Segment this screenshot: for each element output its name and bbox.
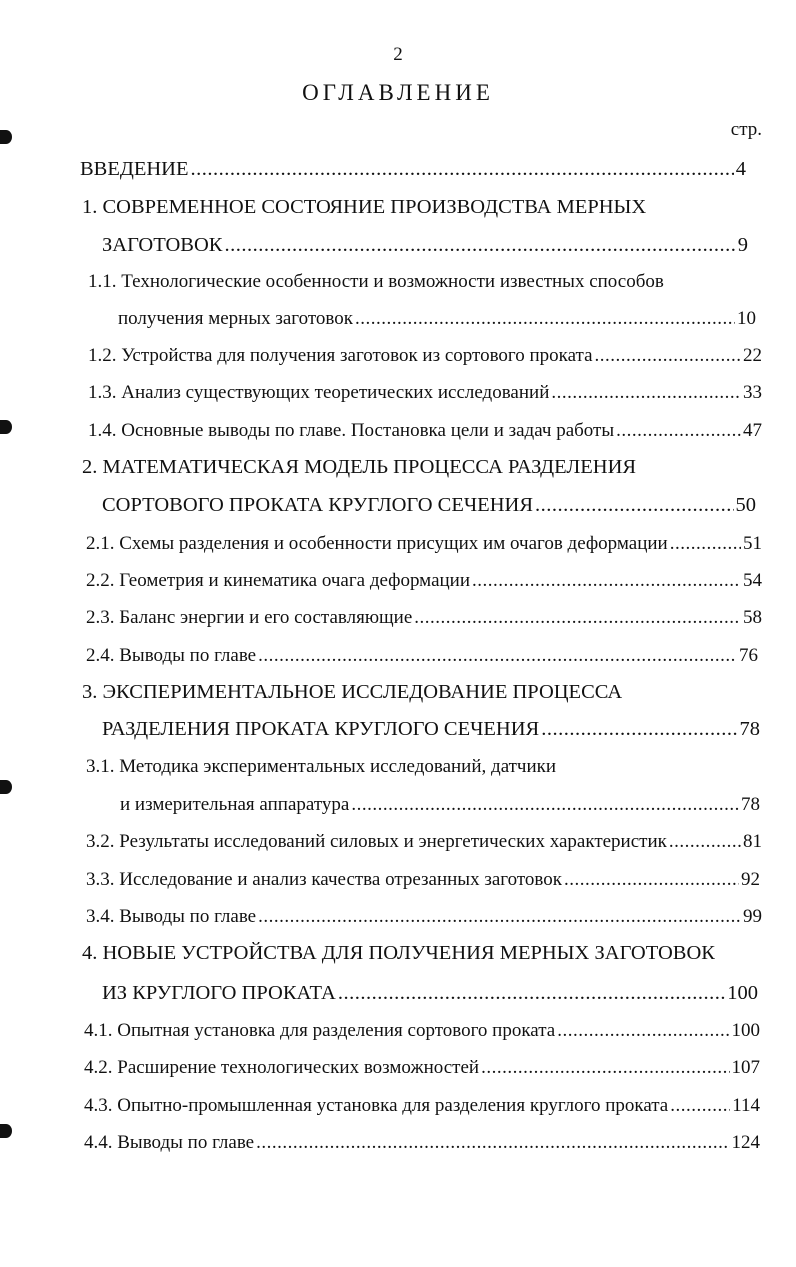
- toc-label: 2.2. Геометрия и кинематика очага деформации: [86, 570, 471, 591]
- dot-leader: [551, 382, 741, 404]
- toc-page: 100: [727, 982, 758, 1004]
- toc-entry-2-4[interactable]: [86, 645, 758, 667]
- scan-mark: [0, 780, 12, 794]
- toc-label: 1.3. Анализ существующих теоретических исследований: [88, 382, 550, 403]
- dot-leader: [414, 607, 741, 629]
- toc-entry-1-4[interactable]: [88, 420, 762, 442]
- dot-leader: [355, 308, 735, 330]
- scan-mark: [0, 1124, 12, 1138]
- toc-entry-ch3[interactable]: [102, 718, 760, 741]
- toc-page: 9: [737, 234, 748, 256]
- toc-page: 58: [743, 607, 762, 628]
- toc-label: 2.3. Баланс энергии и его составляющие: [86, 607, 413, 628]
- dot-leader: [557, 1020, 729, 1042]
- toc-page: 78: [739, 718, 760, 740]
- dot-leader: [481, 1057, 729, 1079]
- toc-entry-3-3[interactable]: [86, 869, 760, 891]
- toc-page: 54: [743, 570, 762, 591]
- toc-section-3-1-line1[interactable]: 3.1. Методика экспериментальных исследований, датчики: [86, 756, 557, 777]
- toc-entry-2-3[interactable]: [86, 607, 762, 629]
- toc-label: 3.2. Результаты исследований силовых и энергетических характеристик: [86, 831, 667, 852]
- dot-leader: [616, 420, 741, 442]
- toc-entry-4-3[interactable]: [84, 1095, 760, 1117]
- dot-leader: [535, 494, 734, 517]
- toc-page: 78: [741, 794, 760, 815]
- toc-entry-2-2[interactable]: [86, 570, 762, 592]
- toc-label: и измерительная аппаратура: [120, 794, 350, 815]
- toc-label: 3.4. Выводы по главе: [86, 906, 257, 927]
- toc-page: 107: [731, 1057, 760, 1078]
- toc-entry-1-3[interactable]: [88, 382, 762, 404]
- toc-section-1-1-line1[interactable]: 1.1. Технологические особенности и возможности известных способов: [88, 271, 664, 292]
- toc-label: получения мерных заготовок: [118, 308, 353, 329]
- toc-label: 1.4. Основные выводы по главе. Постановка цели и задач работы: [88, 420, 615, 441]
- toc-page: 99: [743, 906, 762, 927]
- dot-leader: [256, 1132, 729, 1154]
- toc-entry-2-1[interactable]: [86, 533, 762, 555]
- toc-entry-ch1[interactable]: [102, 234, 748, 257]
- toc-label: 4.4. Выводы по главе: [84, 1132, 255, 1153]
- toc-entry-4-1[interactable]: [84, 1020, 760, 1042]
- dot-leader: [595, 345, 741, 367]
- toc-entry-3-4[interactable]: [86, 906, 762, 928]
- toc-entry-4-2[interactable]: [84, 1057, 760, 1079]
- toc-label: 4.3. Опытно-промышленная установка для разделения круглого проката: [84, 1095, 669, 1116]
- toc-entry-ch2[interactable]: [102, 494, 756, 517]
- toc-entry-3-2[interactable]: [86, 831, 762, 853]
- toc-label: 4.2. Расширение технологических возможностей: [84, 1057, 480, 1078]
- toc-entry-1-1[interactable]: [118, 308, 756, 330]
- toc-label: ВВЕДЕНИЕ: [80, 158, 189, 180]
- toc-page: 81: [743, 831, 762, 852]
- toc-label: 1.2. Устройства для получения заготовок из сортового проката: [88, 345, 593, 366]
- page-number: 2: [393, 44, 403, 65]
- toc-label: ЗАГОТОВОК: [102, 234, 223, 256]
- dot-leader: [351, 794, 739, 816]
- dot-leader: [670, 533, 741, 555]
- toc-chapter-2-line1[interactable]: 2. МАТЕМАТИЧЕСКАЯ МОДЕЛЬ ПРОЦЕССА РАЗДЕЛЕНИЯ: [82, 456, 637, 478]
- dot-leader: [338, 982, 725, 1005]
- toc-page: 33: [743, 382, 762, 403]
- dot-leader: [670, 1095, 730, 1117]
- toc-entry-ch4[interactable]: [102, 982, 758, 1005]
- toc-label: 3.3. Исследование и анализ качества отрезанных заготовок: [86, 869, 562, 890]
- toc-entry-intro[interactable]: [80, 158, 746, 181]
- page-title: ОГЛАВЛЕНИЕ: [302, 80, 494, 105]
- toc-page: 92: [741, 869, 760, 890]
- toc-chapter-4-line1[interactable]: 4. НОВЫЕ УСТРОЙСТВА ДЛЯ ПОЛУЧЕНИЯ МЕРНЫХ ЗАГОТОВОК: [82, 942, 715, 964]
- toc-page: 4: [735, 158, 746, 180]
- toc-page: 76: [739, 645, 758, 666]
- toc-page: 51: [743, 533, 762, 554]
- toc-page: 100: [731, 1020, 760, 1041]
- scan-mark: [0, 130, 12, 144]
- toc-page: 22: [743, 345, 762, 366]
- toc-chapter-1-line1[interactable]: 1. СОВРЕМЕННОЕ СОСТОЯНИЕ ПРОИЗВОДСТВА МЕРНЫХ: [82, 196, 647, 218]
- dot-leader: [224, 234, 735, 257]
- toc-entry-3-1[interactable]: [120, 794, 760, 816]
- dot-leader: [191, 158, 734, 181]
- toc-chapter-3-line1[interactable]: 3. ЭКСПЕРИМЕНТАЛЬНОЕ ИССЛЕДОВАНИЕ ПРОЦЕССА: [82, 681, 623, 703]
- toc-label: РАЗДЕЛЕНИЯ ПРОКАТА КРУГЛОГО СЕЧЕНИЯ: [102, 718, 540, 740]
- toc-page: 10: [737, 308, 756, 329]
- scan-mark: [0, 420, 12, 434]
- dot-leader: [541, 718, 737, 741]
- page-column-label: стр.: [730, 119, 762, 140]
- toc-entry-1-2[interactable]: [88, 345, 762, 367]
- dot-leader: [669, 831, 741, 853]
- toc-page: 50: [735, 494, 756, 516]
- toc-page: 124: [731, 1132, 760, 1153]
- toc-page: 47: [743, 420, 762, 441]
- toc-label: ИЗ КРУГЛОГО ПРОКАТА: [102, 982, 336, 1004]
- toc-label: 2.4. Выводы по главе: [86, 645, 257, 666]
- toc-page: 114: [732, 1095, 760, 1116]
- toc-label: 4.1. Опытная установка для разделения сортового проката: [84, 1020, 556, 1041]
- toc-label: 2.1. Схемы разделения и особенности присущих им очагов деформации: [86, 533, 668, 554]
- dot-leader: [258, 906, 741, 928]
- dot-leader: [472, 570, 741, 592]
- dot-leader: [564, 869, 739, 891]
- toc-label: СОРТОВОГО ПРОКАТА КРУГЛОГО СЕЧЕНИЯ: [102, 494, 533, 516]
- dot-leader: [258, 645, 737, 667]
- toc-entry-4-4[interactable]: [84, 1132, 760, 1154]
